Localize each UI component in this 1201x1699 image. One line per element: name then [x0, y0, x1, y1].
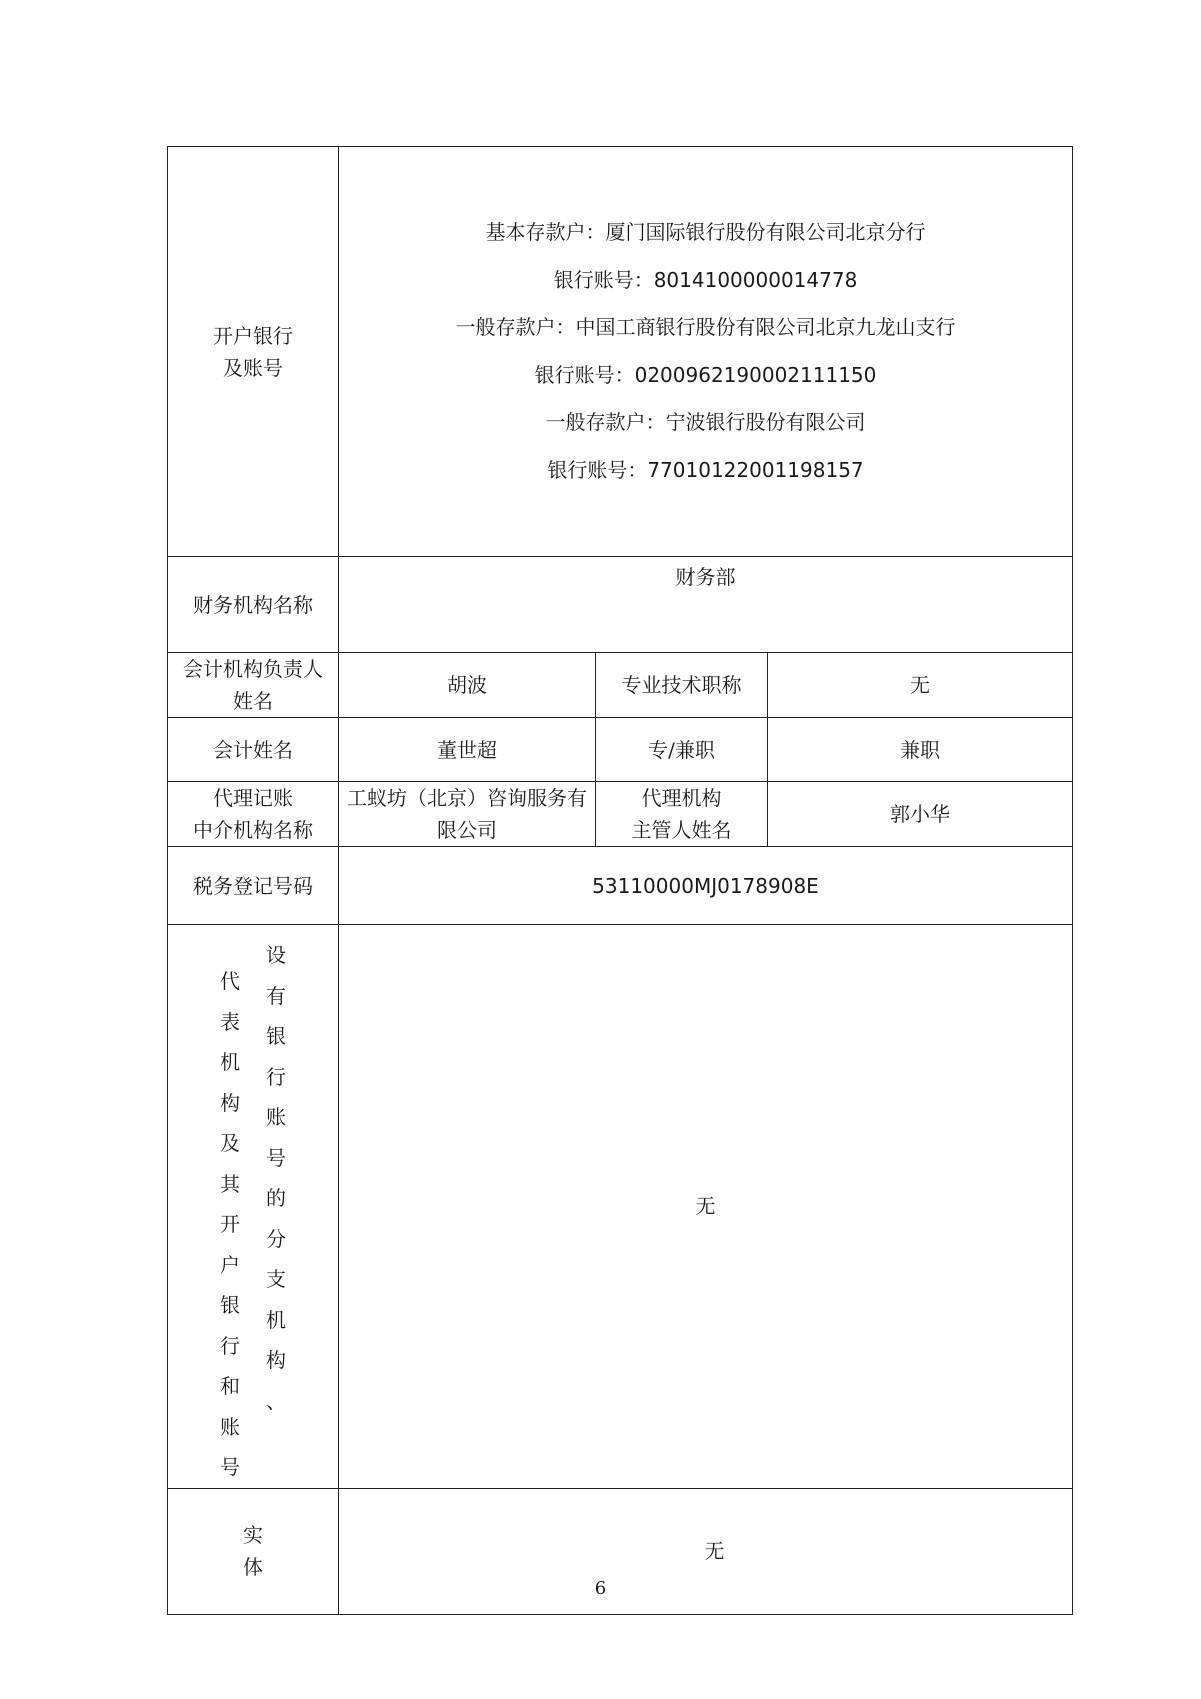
tax-label: 税务登记号码 — [168, 847, 339, 925]
bank-label-line2: 及账号 — [223, 355, 283, 380]
registration-form-table — [167, 146, 1073, 1615]
branches-label-col1-char: 及 — [220, 1131, 240, 1155]
branches-label-col1-char: 号 — [220, 1455, 240, 1479]
branches-label-col2 — [266, 935, 286, 1488]
accountant-label: 会计姓名 — [168, 718, 339, 782]
agency-row — [168, 782, 1073, 847]
branches-value: 无 — [339, 925, 1073, 1489]
bank-line-1: 基本存款户：厦门国际银行股份有限公司北京分行 — [485, 220, 926, 244]
agency-head-label: 代理机构 主管人姓名 — [596, 782, 768, 847]
branches-label-col2-char: 支 — [266, 1267, 286, 1291]
branches-label-col1-char: 行 — [220, 1333, 240, 1358]
bank-line-2: 银行账号：8014100000014778 — [553, 267, 858, 292]
branches-label — [168, 925, 339, 1489]
branches-label-col1-char: 和 — [220, 1374, 240, 1398]
branches-label-col1-char: 构 — [220, 1090, 240, 1115]
agency-value: 工蚁坊（北京）咨询服务有 限公司 — [339, 782, 596, 847]
accounting-head-label: 会计机构负责人 姓名 — [168, 653, 339, 718]
branches-label-col1-char: 其 — [220, 1171, 240, 1196]
page-number: 6 — [594, 1578, 607, 1599]
branches-label-col2-char: 机 — [266, 1307, 286, 1332]
branches-label-col2-char: 的 — [266, 1186, 286, 1210]
branches-label-col2-char: 账 — [266, 1105, 286, 1129]
employment-type-value: 兼职 — [768, 718, 1073, 782]
bank-account-row — [168, 147, 1073, 557]
branches-label-col2-char: 分 — [266, 1226, 286, 1251]
agency-head-value: 郭小华 — [768, 782, 1073, 847]
branches-row — [168, 925, 1073, 1489]
branches-label-col1-char: 户 — [220, 1252, 240, 1277]
bank-label-cell — [168, 147, 339, 557]
branches-label-col2-char: 银 — [266, 1024, 286, 1048]
bank-line-6: 银行账号：77010122001198157 — [547, 457, 864, 482]
agency-label: 代理记账 中介机构名称 — [168, 782, 339, 847]
accounting-head-value: 胡波 — [339, 653, 596, 718]
bank-line-4: 银行账号：0200962190002111150 — [534, 362, 877, 387]
branches-label-col2-char: 有 — [266, 983, 286, 1008]
accounting-head-row — [168, 653, 1073, 718]
finance-org-label: 财务机构名称 — [168, 557, 339, 653]
bank-label-line1: 开户银行 — [213, 323, 293, 348]
branches-label-col1-char: 机 — [220, 1050, 240, 1074]
branches-label-col2-char: 设 — [266, 943, 286, 967]
bank-line-5: 一般存款户：宁波银行股份有限公司 — [545, 410, 866, 434]
branches-label-col1 — [220, 935, 240, 1488]
employment-type-label: 专/兼职 — [596, 718, 768, 782]
branches-label-col1-char: 开 — [220, 1212, 240, 1236]
branches-label-col1-char: 表 — [220, 1009, 240, 1034]
finance-org-value: 财务部 — [339, 557, 1073, 653]
entity-label: 实 体 — [168, 1488, 339, 1614]
branches-label-col1-char: 代 — [220, 969, 240, 993]
accountant-row — [168, 718, 1073, 782]
branches-label-col2-char: 行 — [266, 1064, 286, 1089]
branches-label-col2-char: 号 — [266, 1145, 286, 1170]
branches-label-col1-char: 银 — [220, 1293, 240, 1317]
bank-value-cell — [339, 147, 1073, 557]
entity-value: 无 — [339, 1488, 1073, 1614]
branches-label-col2-char: 、 — [266, 1388, 286, 1413]
branches-label-col1-char: 账 — [220, 1414, 240, 1439]
professional-title-label: 专业技术职称 — [596, 653, 768, 718]
tax-row — [168, 847, 1073, 925]
accountant-value: 董世超 — [339, 718, 596, 782]
bank-line-3: 一般存款户：中国工商银行股份有限公司北京九龙山支行 — [455, 315, 956, 339]
tax-value: 53110000MJ0178908E — [339, 847, 1073, 925]
finance-org-row — [168, 557, 1073, 653]
branches-label-col2-char: 构 — [266, 1348, 286, 1372]
professional-title-value: 无 — [768, 653, 1073, 718]
